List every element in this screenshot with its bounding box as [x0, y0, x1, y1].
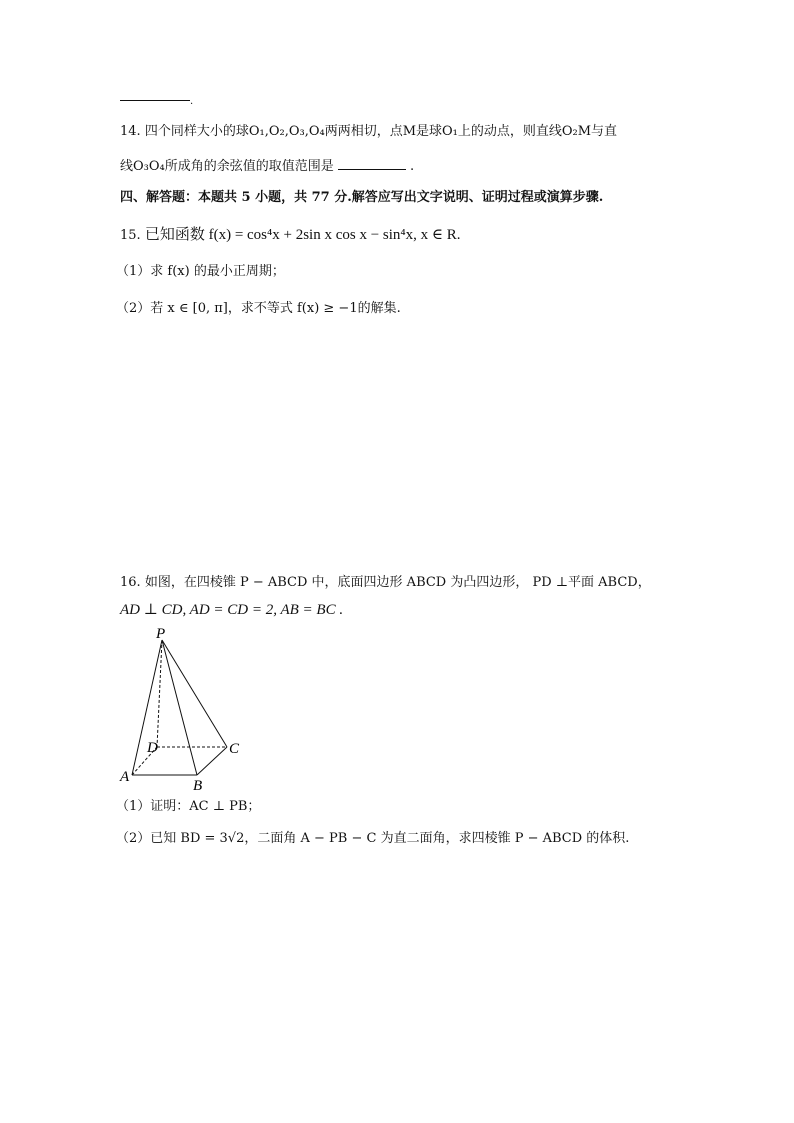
- edge-PD: [157, 640, 162, 747]
- q14-text-line1: 四个同样大小的球O₁,O₂,O₃,O₄两两相切，点M是球O₁上的动点，则直线O₂M与直: [144, 124, 618, 139]
- edge-BC: [197, 747, 227, 775]
- q14-number: 14.: [120, 124, 141, 139]
- q15-number: 15.: [120, 228, 141, 243]
- pyramid-figure: [115, 625, 255, 795]
- label-D: D: [147, 740, 158, 756]
- label-A: A: [120, 769, 130, 785]
- edge-PB: [162, 640, 197, 775]
- q16-number: 16.: [120, 575, 141, 590]
- label-B: B: [193, 778, 203, 794]
- q14-line2-end: .: [410, 159, 415, 174]
- q16-part1: （1）证明：AC ⊥ PB；: [116, 799, 261, 814]
- q15-part1: （1）求 f(x) 的最小正周期；: [116, 264, 285, 279]
- q15-part2: （2）若 x ∈ [0, π]，求不等式 f(x) ≥ −1的解集.: [116, 301, 401, 316]
- q14-answer-blank: [338, 157, 406, 170]
- q15-stem-text: 已知函数 f(x) = cos⁴x + 2sin x cos x − sin⁴x, x ∈ R.: [144, 227, 461, 243]
- q16-line1: [120, 573, 651, 593]
- q15-stem: [120, 225, 461, 246]
- previous-answer-period: .: [190, 96, 194, 107]
- q14-line1: [120, 122, 617, 142]
- q14-text-line2: 线O₃O₄所成角的余弦值的取值范围是: [120, 159, 334, 174]
- section4-title: 四、解答题：本题共 5 小题，共 77 分.解答应写出文字说明、证明过程或演算步骤.: [120, 190, 604, 205]
- label-C: C: [229, 741, 240, 757]
- q16-part2: （2）已知 BD = 3√2，二面角 A − PB − C 为直二面角，求四棱锥 P − ABCD 的体积.: [116, 831, 630, 846]
- label-P: P: [156, 626, 166, 642]
- q16-text-line1: 如图，在四棱锥 P − ABCD 中，底面四边形 ABCD 为凸四边形， PD ⊥平面 ABCD，: [144, 575, 651, 590]
- q14-line2: [120, 157, 414, 177]
- previous-answer-blank: [120, 100, 190, 101]
- q16-line2: AD ⊥ CD, AD = CD = 2, AB = BC .: [120, 602, 344, 618]
- edge-PC: [162, 640, 227, 747]
